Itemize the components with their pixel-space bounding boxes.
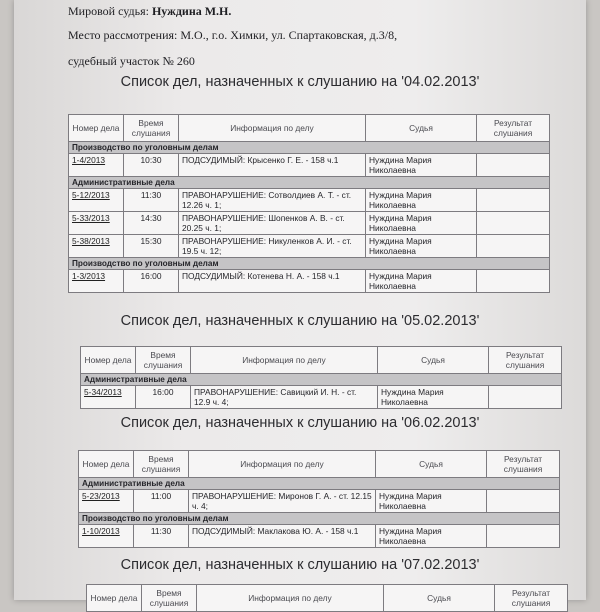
result-cell	[477, 235, 550, 258]
judge-cell: Нуждина Мария Николаевна	[366, 212, 477, 235]
hearing-time: 16:00	[136, 386, 191, 409]
section-row	[69, 142, 550, 154]
table-row	[69, 235, 550, 258]
list-title-06: Список дел, назначенных к слушанию на '06.02.2013'	[120, 415, 480, 431]
section-name: Административные дела	[81, 374, 562, 386]
col-case-info: Информация по делу	[197, 585, 384, 612]
table-row	[69, 212, 550, 235]
col-case-info: Информация по делу	[189, 451, 376, 478]
hearing-place: Место рассмотрения: М.О., г.о. Химки, ул. Спартаковская, д.3/8,	[68, 28, 398, 42]
section-row	[69, 258, 550, 270]
hearing-time: 15:30	[124, 235, 179, 258]
judge-label: Мировой судья:	[68, 4, 149, 18]
section-name: Производство по уголовным делам	[79, 513, 560, 525]
case-info: ПРАВОНАРУШЕНИЕ: Миронов Г. А. - ст. 12.15 ч. 4;	[189, 490, 376, 513]
case-number-link[interactable]: 5-23/2013	[79, 490, 134, 513]
section-name: Производство по уголовным делам	[69, 258, 550, 270]
list-title-05: Список дел, назначенных к слушанию на '05.02.2013'	[120, 313, 480, 329]
case-number-link[interactable]: 1-10/2013	[79, 525, 134, 548]
col-case-info: Информация по делу	[179, 115, 366, 142]
col-judge: Судья	[384, 585, 495, 612]
table-header-row	[79, 451, 560, 478]
table-row	[69, 154, 550, 177]
result-cell	[487, 525, 560, 548]
col-hearing-time: Время слушания	[142, 585, 197, 612]
table-header-row	[87, 585, 568, 612]
section-row	[81, 374, 562, 386]
section-row	[79, 513, 560, 525]
cases-table-04	[68, 114, 550, 293]
judge-cell: Нуждина Мария Николаевна	[366, 154, 477, 177]
case-number-link[interactable]: 5-12/2013	[69, 189, 124, 212]
table-row	[81, 386, 562, 409]
cases-table-07	[86, 584, 568, 612]
hearing-time: 10:30	[124, 154, 179, 177]
table-header-row	[81, 347, 562, 374]
judge-cell: Нуждина Мария Николаевна	[376, 490, 487, 513]
case-info: ПОДСУДИМЫЙ: Маклакова Ю. А. - 158 ч.1	[189, 525, 376, 548]
col-judge: Судья	[378, 347, 489, 374]
case-info: ПРАВОНАРУШЕНИЕ: Савицкий И. Н. - ст. 12.9 ч. 4;	[191, 386, 378, 409]
list-title-07: Список дел, назначенных к слушанию на '07.02.2013'	[120, 557, 480, 573]
judge-cell: Нуждина Мария Николаевна	[366, 235, 477, 258]
section-row	[69, 177, 550, 189]
section-name: Производство по уголовным делам	[69, 142, 550, 154]
result-cell	[487, 490, 560, 513]
col-case-number: Номер дела	[81, 347, 136, 374]
section-name: Административные дела	[69, 177, 550, 189]
col-hearing-time: Время слушания	[134, 451, 189, 478]
hearing-time: 11:30	[134, 525, 189, 548]
col-hearing-time: Время слушания	[136, 347, 191, 374]
col-judge: Судья	[366, 115, 477, 142]
list-title-04: Список дел, назначенных к слушанию на '04.02.2013'	[120, 74, 480, 90]
col-case-number: Номер дела	[79, 451, 134, 478]
hearing-time: 16:00	[124, 270, 179, 293]
result-cell	[477, 189, 550, 212]
col-case-info: Информация по делу	[191, 347, 378, 374]
cases-table-06	[78, 450, 560, 548]
hearing-time: 11:00	[134, 490, 189, 513]
col-case-number: Номер дела	[87, 585, 142, 612]
result-cell	[489, 386, 562, 409]
judge-line	[68, 4, 231, 19]
case-info: ПРАВОНАРУШЕНИЕ: Никуленков А. И. - ст. 19.5 ч. 12;	[179, 235, 366, 258]
result-cell	[477, 270, 550, 293]
case-number-link[interactable]: 5-38/2013	[69, 235, 124, 258]
hearing-time: 14:30	[124, 212, 179, 235]
table-header-row	[69, 115, 550, 142]
case-number-link[interactable]: 1-4/2013	[69, 154, 124, 177]
judge-cell: Нуждина Мария Николаевна	[376, 525, 487, 548]
table-row	[79, 490, 560, 513]
col-result: Результат слушания	[477, 115, 550, 142]
court-district: судебный участок № 260	[68, 54, 195, 68]
section-row	[79, 478, 560, 490]
judge-name: Нуждина М.Н.	[151, 4, 232, 18]
judge-cell: Нуждина Мария Николаевна	[378, 386, 489, 409]
hearing-time: 11:30	[124, 189, 179, 212]
section-name: Административные дела	[79, 478, 560, 490]
col-result: Результат слушания	[495, 585, 568, 612]
case-number-link[interactable]: 5-34/2013	[81, 386, 136, 409]
result-cell	[477, 212, 550, 235]
case-number-link[interactable]: 5-33/2013	[69, 212, 124, 235]
cases-table-05	[80, 346, 562, 409]
case-info: ПРАВОНАРУШЕНИЕ: Сотволдиев А. Т. - ст. 12.26 ч. 1;	[179, 189, 366, 212]
col-case-number: Номер дела	[69, 115, 124, 142]
case-number-link[interactable]: 1-3/2013	[69, 270, 124, 293]
case-info: ПОДСУДИМЫЙ: Крысенко Г. Е. - 158 ч.1	[179, 154, 366, 177]
col-judge: Судья	[376, 451, 487, 478]
case-info: ПРАВОНАРУШЕНИЕ: Шопенков А. В. - ст. 20.25 ч. 1;	[179, 212, 366, 235]
judge-cell: Нуждина Мария Николаевна	[366, 189, 477, 212]
document-page	[14, 0, 586, 608]
case-info: ПОДСУДИМЫЙ: Котенева Н. А. - 158 ч.1	[179, 270, 366, 293]
result-cell	[477, 154, 550, 177]
table-row	[79, 525, 560, 548]
col-hearing-time: Время слушания	[124, 115, 179, 142]
col-result: Результат слушания	[489, 347, 562, 374]
judge-cell: Нуждина Мария Николаевна	[366, 270, 477, 293]
table-row	[69, 270, 550, 293]
col-result: Результат слушания	[487, 451, 560, 478]
table-row	[69, 189, 550, 212]
